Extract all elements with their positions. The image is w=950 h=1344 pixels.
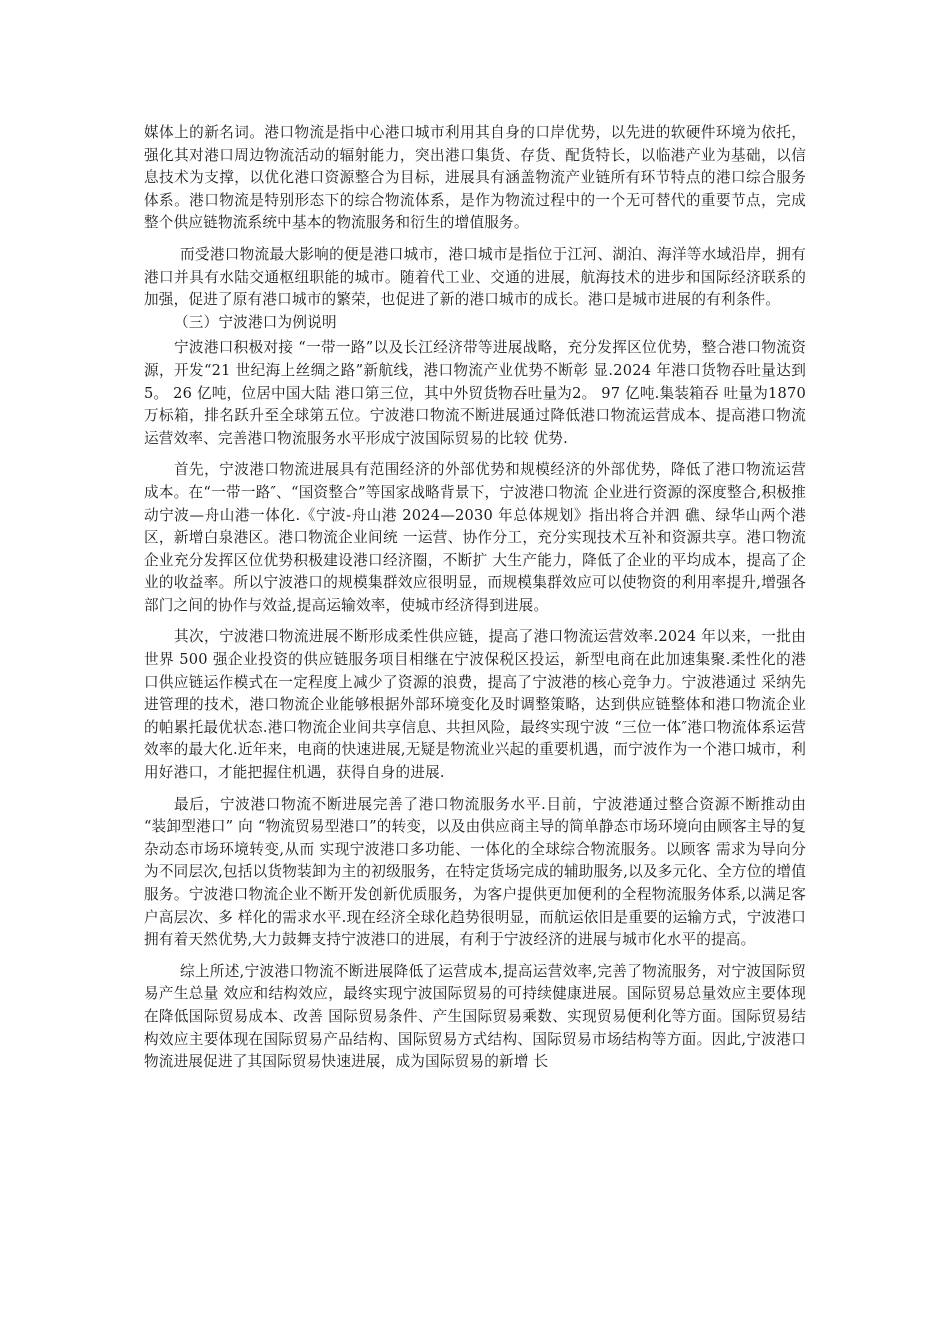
document-page (144, 122, 806, 1083)
paragraph-continued: 媒体上的新名词。港口物流是指中心港口城市利用其自身的口岸优势，以先进的软硬件环境为依托，强化其对港口周边物流活动的辐射能力，突出港口集货、存货、配货特长，以临港产业为基础，以信息技术为支撑，以优化港口资源整合为目标，进展具有涵盖物流产业链所有环节特点的港口综合服务体系。港口物流是特别形态下的综合物流体系，是作为物流过程中的一个无可替代的重要节点，完成整个供应链物流系统中基本的物流服务和衍生的增值服务。 (144, 124, 806, 232)
paragraph-summary: 综上所述,宁波港口物流不断进展降低了运营成本,提高运营效率,完善了物流服务，对宁波国际贸易产生总量 效应和结构效应，最终实现宁波国际贸易的可持续健康进展。国际贸易总量效应主要体现在降低国际贸易成本、改善 国际贸易条件、产生国际贸易乘数、实现贸易便利化等方面。国际贸易结构效应主要体现在国际贸易产品结构、国际贸易方式结构、国际贸易市场结构等方面。因此,宁波港口 物流进展促进了其国际贸易快速进展，成为国际贸易的新增 长 (144, 962, 806, 1071)
paragraph-third-service: 最后，宁波港口物流不断进展完善了港口物流服务水平.目前，宁波港通过整合资源不断推动由 “装卸型港口” 向 “物流贸易型港口”的转变，以及由供应商主导的简单静态市场环境向由顾客主导的复杂动态市场环境转变,从而 实现宁波港口多功能、一体化的全球综合物流服务。以顾客 需求为导向分为不同层次,包括以货物装卸为主的初级服务，在特定货场完成的辅助服务,以及多元化、全方位的增值服务。宁波港口物流企业不断开发创新优质服务，为客户提供更加便利的全程物流服务体系,以满足客户高层次、多 样化的需求水平.现在经济全球化趋势很明显，而航运依旧是重要的运输方式，宁波港口拥有着天然优势,大力鼓舞支持宁波港口的进展，有利于宁波经济的进展与城市化水平的提高。 (144, 795, 806, 949)
paragraph-first-cost: 首先，宁波港口物流进展具有范围经济的外部优势和规模经济的外部优势，降低了港口物流运营成本。在“一带一路″、“国资整合”等国家战略背景下，宁波港口物流 企业进行资源的深度整合,积极推动宁波—舟山港一体化.《宁波-舟山港 2024—2030 年总体规划》指出将合并泗 礁、绿华山两个港区，新增白泉港区。港口物流企业间统 一运营、协作分工，充分实现技术互补和资源共享。港口物流企业充分发挥区位优势积极建设港口经济圈，不断扩 大生产能力，降低了企业的平均成本，提高了企业的收益率。所以宁波港口的规模集群效应很明显，而规模集群效应可以使物资的利用率提升,增强各部门之间的协作与效益,提高运输效率，使城市经济得到进展。 (144, 461, 806, 614)
section-heading: （三）宁波港口为例说明 (174, 313, 337, 331)
paragraph-port-city: 而受港口物流最大影响的便是港口城市，港口城市是指位于江河、湖泊、海洋等水域沿岸，拥有港口并具有水陆交通枢纽职能的城市。随着代工业、交通的进展，航海技术的进步和国际经济联系的加强，促进了原有港口城市的繁荣，也促进了新的港口城市的成长。港口是城市进展的有利条件。 (144, 245, 806, 309)
paragraph-ningbo-overview: 宁波港口积极对接 “一带一路”以及长江经济带等进展战略，充分发挥区位优势，整合港口物流资源，开发“21 世纪海上丝绸之路”新航线，港口物流产业优势不断彰 显.2024 年港口货物吞吐量达到 5。 26 亿吨，位居中国大陆 港口第三位，其中外贸货物吞吐量为2。 97 亿吨.集装箱吞 吐量为1870 万标箱，排名跃升至全球第五位。宁波港口物流不断进展通过降低港口物流运营成本、提高港口物流运营效率、完善港口物流服务水平形成宁波国际贸易的比较 优势. (144, 339, 806, 447)
paragraph-second-efficiency: 其次，宁波港口物流进展不断形成柔性供应链，提高了港口物流运营效率.2024 年以来，一批由世界 500 强企业投资的供应链服务项目相继在宁波保税区投运，新型电商在此加速集聚.柔性化的港口供应链运作模式在一定程度上减少了资源的浪费，提高了宁波港的核心竞争力。宁波港通过 采纳先进管理的技术，港口物流企业能够根据外部环境变化及时调整策略，达到供应链整体和港口物流企业的帕累托最优状态.港口物流企业间共享信息、共担风险，最终实现宁波 “三位一体″港口物流体系运营效率的最大化.近年来，电商的快速进展,无疑是物流业兴起的重要机遇，而宁波作为一个港口城市，利用好港口，才能把握住机遇，获得自身的进展. (144, 628, 806, 782)
